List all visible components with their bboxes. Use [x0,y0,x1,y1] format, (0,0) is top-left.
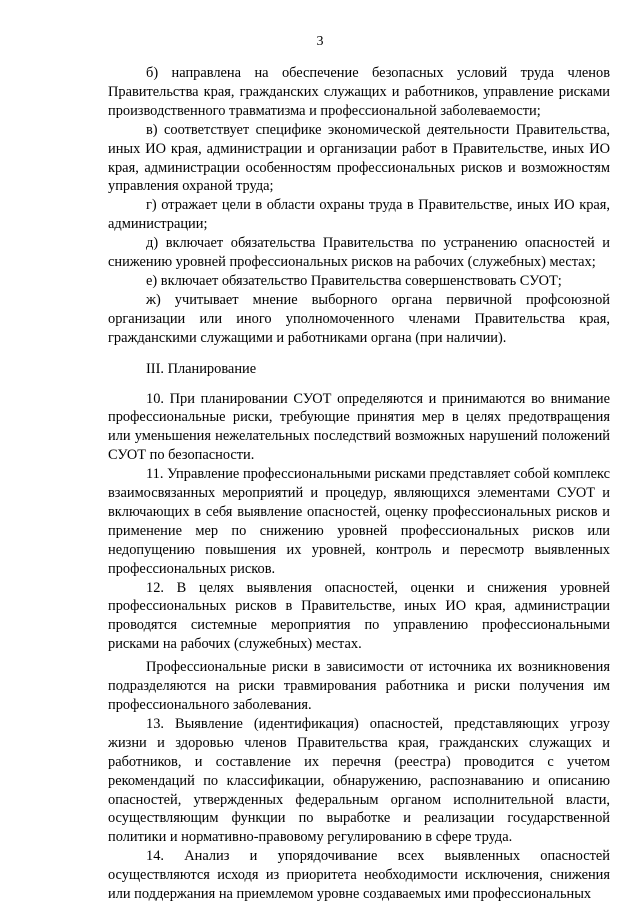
paragraph-risks: Профессиональные риски в зависимости от источника их возникновения подразделяются на риски травмирования работника и риски получения им профессионального заболевания. [108,659,610,713]
paragraph-b: б) направлена на обеспечение безопасных условий труда членов Правительства края, гражданских служащих и работников, управление рисками производственного травматизма и профессиональной заболеваемости; [108,65,610,119]
paragraph-10: 10. При планировании СУОТ определяются и принимаются во внимание профессиональные риски, требующие принятия мер в целях предотвращения или уменьшения нежелательных последствий возможных нарушений положений СУОТ по безопасности. [108,390,610,464]
page-number: 3 [316,34,324,49]
paragraph-11: 11. Управление профессиональными рисками представляет собой комплекс взаимосвязанных мероприятий и процедур, являющихся элементами СУОТ и включающих в себя выявление опасностей, оценку профессиональных рисков и применение мер по снижению уровней профессиональных рисков или недопущению повышения их уровней, контроль и пересмотр выявленных профессиональных рисков. [108,466,610,577]
paragraph-zh: ж) учитывает мнение выборного органа первичной профсоюзной организации или иного уполномоченного членами Правительства края, гражданскими служащими и работниками органа (при наличии). [108,291,610,346]
paragraph-12: 12. В целях выявления опасностей, оценки и снижения уровней профессиональных рисков в Правительстве, иных ИО края, администрации проводятся системные мероприятия по управлению профессиональными рисками на рабочих (служебных) местах. [108,579,610,653]
paragraph-e: е) включает обязательство Правительства совершенствовать СУОТ; [146,272,562,289]
paragraph-d: д) включает обязательства Правительства по устранению опасностей и снижению уровней профессиональных рисков на рабочих (служебных) местах; [108,235,610,271]
paragraph-14: 14. Анализ и упорядочивание всех выявленных опасностей осуществляются исходя из приоритета необходимости исключения, снижения или поддержания на приемлемом уровне создаваемых ими профессиональных [108,848,610,903]
paragraph-13: 13. Выявление (идентификация) опасностей, представляющих угрозу жизни и здоровью членов Правительства края, гражданских служащих и работников, и составление их перечня (реестра) проводится с учетом рекомендаций по классификации, обнаружению, распознаванию и описанию опасностей, утвержденных федеральным органом исполнительной власти, осуществляющим функции по выработке и реализации государственной политики и нормативно-правовому регулированию в сфере труда. [108,715,610,846]
document-body [108,64,610,904]
section-heading: III. Планирование [146,360,257,377]
paragraph-v: в) соответствует специфике экономической деятельности Правительства, иных ИО края, администрации и организации работ в Правительстве, иных ИО края, администрации особенностям профессиональных рисков и возможностям управления охраной труда; [108,121,610,195]
paragraph-g: г) отражает цели в области охраны труда в Правительстве, иных ИО края, администрации; [108,197,610,233]
